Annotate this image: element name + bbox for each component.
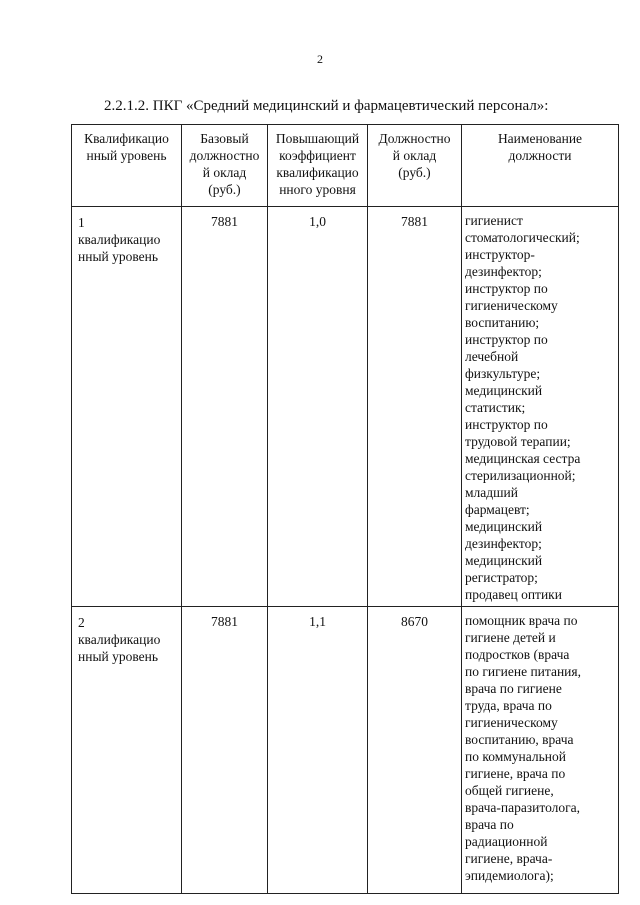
table-cell [182,207,268,607]
table-cell [268,207,368,607]
table-row [72,607,619,894]
table-cell [462,607,619,894]
header-position-name: Наименование должности [497,131,583,163]
header-cell [462,125,619,207]
header-cell [182,125,268,207]
header-cell [368,125,462,207]
salary: 8670 [401,614,428,629]
header-salary: Должностно й оклад (руб.) [378,131,451,180]
header-cell [72,125,182,207]
table-row [72,207,619,607]
table-cell [72,607,182,894]
coefficient: 1,0 [309,214,326,229]
header-coefficient: Повышающий коэффициент квалификацио нного уровня [275,131,360,197]
table-cell [268,607,368,894]
table-cell [368,207,462,607]
salary: 7881 [401,214,428,229]
position-names: помощник врача по гигиене детей и подростков (врача по гигиене питания, врача по гигиене труда, врача по гигиеническому воспитанию, врача по коммунальной гигиене, врача по общей гигиене, врача-паразитолога, врача по радиационной гигиене, врача- эпидемиолога); [465,613,581,883]
coefficient: 1,1 [309,614,326,629]
base-salary: 7881 [211,614,238,629]
header-qualification-level: Квалификацио нный уровень [84,131,169,163]
base-salary: 7881 [211,214,238,229]
table-cell [462,207,619,607]
header-cell [268,125,368,207]
position-names: гигиенист стоматологический; инструктор- дезинфектор; инструктор по гигиеническому воспитанию; инструктор по лечебной физкультуре; медицинский статистик; инструктор по трудовой терапии; медицинская сестра стерилизационной; младший фармацевт; медицинский дезинфектор; медицинский регистратор; продавец оптики [465,213,581,602]
table-header-row [72,125,619,207]
qualification-level: 2 квалификацио нный уровень [78,615,161,664]
table-cell [368,607,462,894]
page-number: 2 [317,52,323,66]
salary-table [71,124,619,894]
table-cell [182,607,268,894]
table-cell [72,207,182,607]
section-title: 2.2.1.2. ПКГ «Средний медицинский и фармацевтический персонал»: [104,98,549,114]
qualification-level: 1 квалификацио нный уровень [78,215,161,264]
header-base-salary: Базовый должностно й оклад (руб.) [189,131,260,197]
